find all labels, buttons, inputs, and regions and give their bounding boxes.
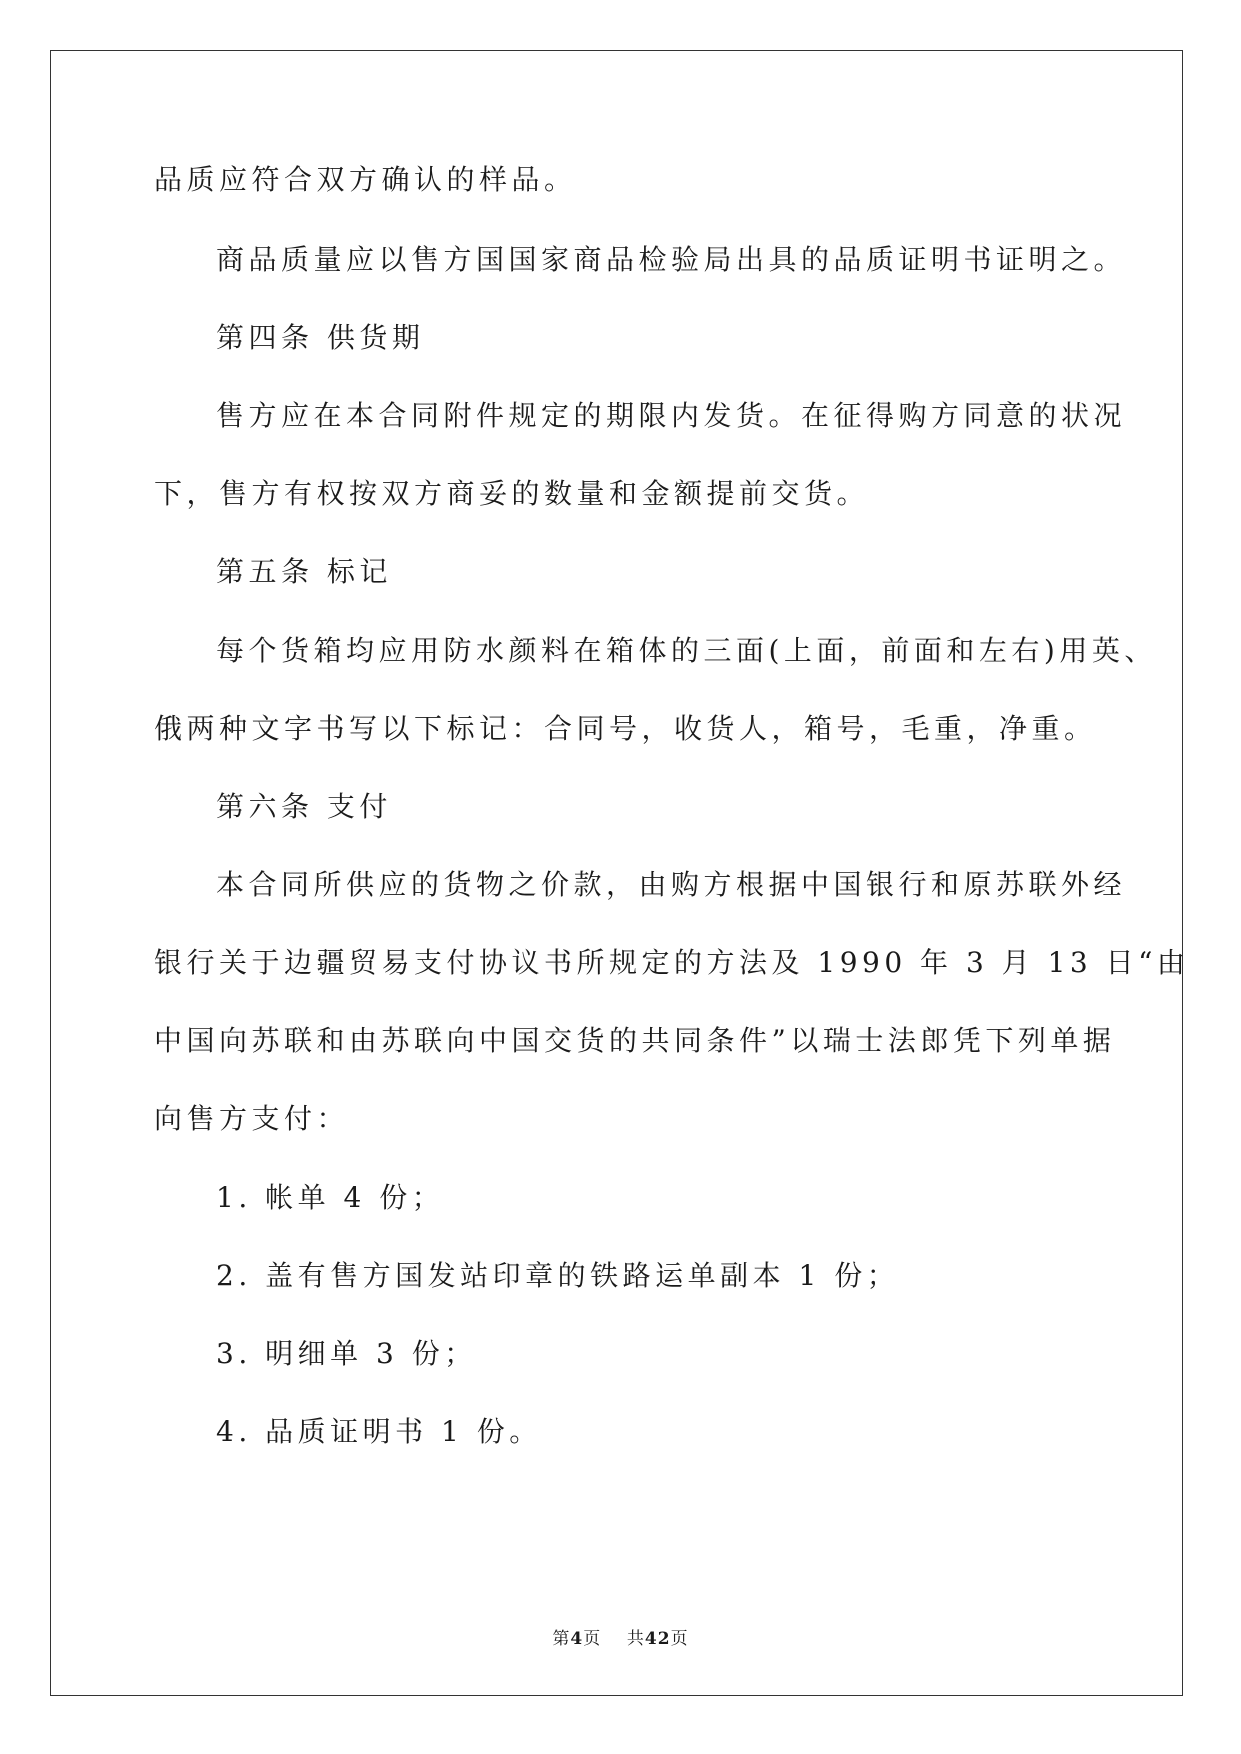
section-heading: 第六条 支付 <box>216 790 392 823</box>
section-heading: 第四条 供货期 <box>216 321 425 354</box>
page-total: 42 <box>644 1629 671 1649</box>
section-heading: 第五条 标记 <box>216 555 392 588</box>
text-line: 俄两种文字书写以下标记：合同号，收货人，箱号，毛重，净重。 <box>154 712 1097 745</box>
footer-total-unit: 页 <box>670 1629 689 1649</box>
page-number: 4 <box>570 1629 584 1649</box>
text-line: 中国向苏联和由苏联向中国交货的共同条件”以瑞士法郎凭下列单据 <box>154 1024 1116 1057</box>
text-line: 向售方支付： <box>154 1102 350 1135</box>
list-item: 4. 品质证明书 1 份。 <box>216 1415 542 1448</box>
text-line: 品质应符合双方确认的样品。 <box>154 163 577 196</box>
list-item: 3. 明细单 3 份； <box>216 1337 477 1370</box>
list-item: 2. 盖有售方国发站印章的铁路运单副本 1 份； <box>216 1259 900 1292</box>
text-line: 银行关于边疆贸易支付协议书所规定的方法及 1990 年 3 月 13 日“由 <box>154 946 1190 979</box>
text-line: 商品质量应以售方国国家商品检验局出具的品质证明书证明之。 <box>216 243 1127 276</box>
text-line: 每个货箱均应用防水颜料在箱体的三面(上面，前面和左右)用英、 <box>216 634 1157 667</box>
text-line: 下，售方有权按双方商妥的数量和金额提前交货。 <box>154 477 870 510</box>
page-footer <box>0 1624 1241 1649</box>
footer-prefix: 第 <box>552 1629 571 1649</box>
text-line: 本合同所供应的货物之价款，由购方根据中国银行和原苏联外经 <box>216 868 1127 901</box>
footer-page-unit: 页 <box>583 1629 602 1649</box>
footer-total-prefix: 共 <box>626 1629 645 1649</box>
text-line: 售方应在本合同附件规定的期限内发货。在征得购方同意的状况 <box>216 399 1127 432</box>
list-item: 1. 帐单 4 份； <box>216 1181 445 1214</box>
